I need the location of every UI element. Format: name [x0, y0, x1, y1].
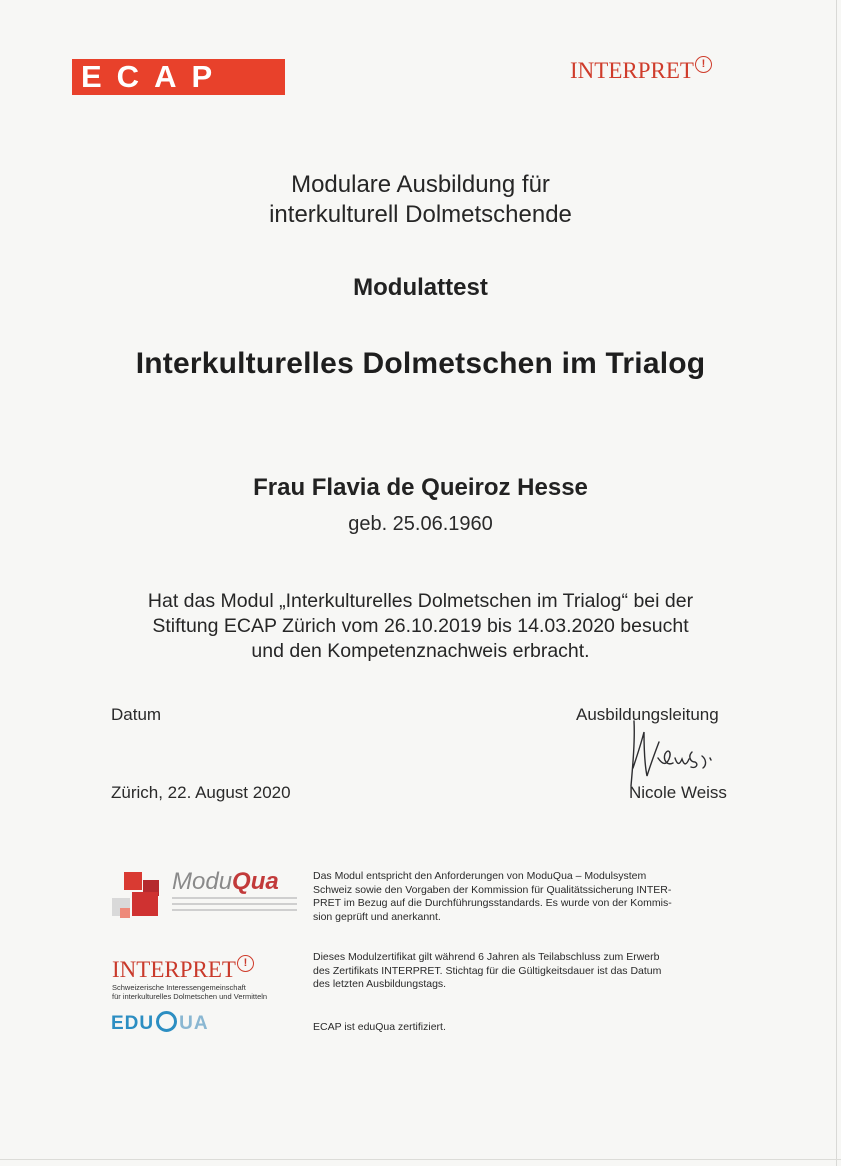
exclamation-circle-icon: !: [695, 56, 712, 73]
moduqua-square-icon: [120, 908, 130, 918]
moduqua-info: [313, 870, 743, 924]
statement-line-1: Hat das Modul „Interkulturelles Dolmetschen im Trialog“ bei der: [147, 590, 694, 612]
eduqua-logo: [111, 1013, 221, 1053]
recipient-name: Frau Flavia de Queiroz Hesse: [253, 474, 588, 501]
page-bottom-edge: [0, 1159, 841, 1160]
interpret-subtitle-line: Schweizerische Interessengemeinschaft: [112, 983, 246, 992]
eduqua-suffix: UA: [179, 1013, 209, 1034]
recipient-birth-date: geb. 25.06.1960: [348, 513, 493, 535]
info-line: des letzten Ausbildungstags.: [313, 978, 447, 990]
interpret-subtitle-line: für interkulturelles Dolmetschen und Vermitteln: [112, 991, 268, 1001]
program-line-1: Modulare Ausbildung für: [291, 171, 550, 198]
interpret-logo-word: INTERPRET: [570, 58, 694, 83]
statement-line-2: Stiftung ECAP Zürich vom 26.10.2019 bis 14.03.2020 besucht: [152, 615, 689, 637]
exclamation-circle-icon: !: [237, 955, 254, 972]
document-type: Modulattest: [353, 274, 488, 301]
moduqua-subtitle-lines: [172, 897, 297, 915]
interpret-logo-bottom: [112, 957, 312, 1001]
signer-name: Nicole Weiss: [629, 783, 727, 802]
handwritten-signature: [624, 718, 746, 790]
moduqua-wordmark: [172, 868, 279, 896]
eduqua-prefix: EDU: [111, 1013, 155, 1034]
course-title: Interkulturelles Dolmetschen im Trialog: [135, 347, 706, 380]
program-title: [0, 170, 841, 230]
date-label: Datum: [111, 705, 162, 724]
info-line: des Zertifikats INTERPRET. Stichtag für die Gültigkeitsdauer ist das Datum: [313, 964, 662, 977]
validity-info: [313, 951, 743, 992]
info-line: sion geprüft und anerkannt.: [313, 910, 441, 923]
eduqua-info: ECAP ist eduQua zertifiziert.: [313, 1021, 446, 1033]
issue-date: Zürich, 22. August 2020: [111, 783, 291, 802]
eduqua-q-icon: [156, 1011, 177, 1032]
interpret-logo-top: [570, 58, 712, 84]
moduqua-logo: [110, 868, 300, 924]
completion-statement: [0, 589, 841, 664]
interpret-wordmark: [112, 957, 312, 983]
eduqua-wordmark: [111, 1013, 209, 1034]
role-label: Ausbildungsleitung: [576, 705, 719, 724]
info-line: Das Modul entspricht den Anforderungen von ModuQua – Modulsystem: [313, 870, 647, 882]
statement-line-3: und den Kompetenznachweis erbracht.: [251, 640, 590, 662]
moduqua-suffix: Qua: [232, 868, 279, 895]
moduqua-square-icon: [124, 872, 142, 890]
program-line-2: interkulturell Dolmetschende: [269, 201, 572, 228]
interpret-word: INTERPRET: [112, 957, 236, 982]
info-line: Dieses Modulzertifikat gilt während 6 Jahren als Teilabschluss zum Erwerb: [313, 951, 660, 963]
ecap-logo: ECAP: [72, 59, 285, 95]
info-line: Schweiz sowie den Vorgaben der Kommission für Qualitätssicherung INTER-: [313, 883, 672, 896]
interpret-subtitle: [112, 984, 312, 1001]
info-line: PRET im Bezug auf die Durchführungsstandards. Es wurde von der Kommis-: [313, 897, 672, 909]
moduqua-square-icon: [132, 892, 158, 916]
moduqua-prefix: Modu: [172, 868, 233, 895]
